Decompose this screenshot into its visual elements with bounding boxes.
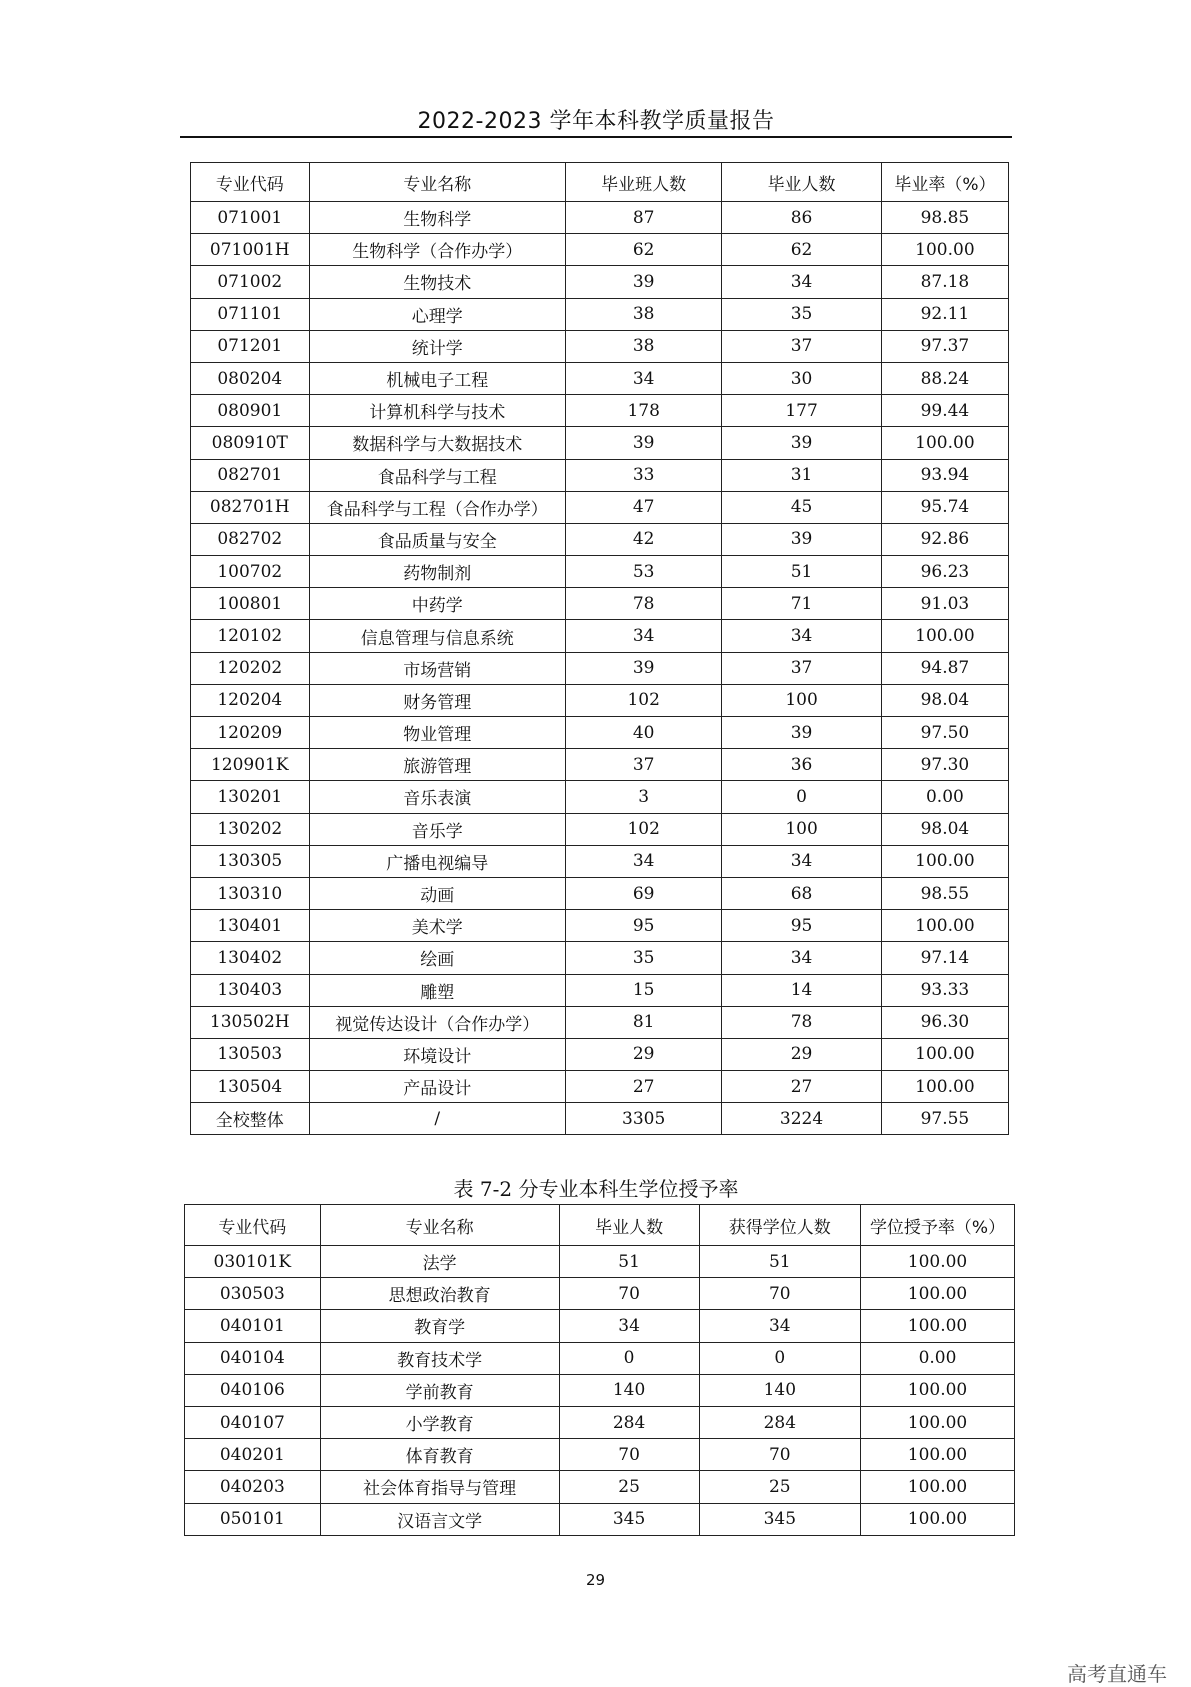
table-cell: 70 <box>559 1439 699 1471</box>
table-cell: 音乐表演 <box>309 781 566 813</box>
table-cell: 102 <box>566 684 722 716</box>
table-row <box>191 910 1009 942</box>
table-cell: 130401 <box>191 910 310 942</box>
table-cell: 130202 <box>191 813 310 845</box>
table-cell: 3 <box>566 781 722 813</box>
table-cell: 信息管理与信息系统 <box>309 620 566 652</box>
table-cell: 36 <box>722 749 882 781</box>
table-cell: 39 <box>722 717 882 749</box>
table-cell: 思想政治教育 <box>320 1278 559 1310</box>
table-cell: 96.30 <box>881 1006 1008 1038</box>
table-cell: 93.33 <box>881 974 1008 1006</box>
table-cell: 51 <box>699 1246 860 1278</box>
table-cell: 34 <box>699 1310 860 1342</box>
table-cell: 87 <box>566 202 722 234</box>
table-row <box>191 1038 1009 1070</box>
table-cell: 统计学 <box>309 330 566 362</box>
table-cell: 100.00 <box>881 910 1008 942</box>
table-cell: 39 <box>566 652 722 684</box>
table-cell: 030503 <box>185 1278 321 1310</box>
table-cell: 97.50 <box>881 717 1008 749</box>
table-cell: 62 <box>566 234 722 266</box>
table-cell: 42 <box>566 523 722 555</box>
table-cell: 100.00 <box>861 1310 1015 1342</box>
table-row <box>191 974 1009 1006</box>
table-cell: 69 <box>566 877 722 909</box>
watermark-text: 高考直通车 <box>1067 1662 1167 1686</box>
table-cell: 120102 <box>191 620 310 652</box>
table-cell: 教育学 <box>320 1310 559 1342</box>
table-row <box>185 1503 1015 1535</box>
table-cell: 34 <box>722 942 882 974</box>
table-cell: 100.00 <box>861 1503 1015 1535</box>
table-cell: 学前教育 <box>320 1374 559 1406</box>
table-cell: 100.00 <box>861 1471 1015 1503</box>
table-cell: 120901K <box>191 749 310 781</box>
table-cell: 100 <box>722 813 882 845</box>
table-row <box>191 1071 1009 1103</box>
table-cell: 100.00 <box>861 1246 1015 1278</box>
table-row <box>185 1342 1015 1374</box>
table-cell: 98.85 <box>881 202 1008 234</box>
table-cell: 中药学 <box>309 588 566 620</box>
column-header: 毕业班人数 <box>566 163 722 202</box>
table-cell: 082701 <box>191 459 310 491</box>
column-header: 学位授予率（%） <box>861 1205 1015 1246</box>
table-row <box>191 942 1009 974</box>
table-cell: 45 <box>722 491 882 523</box>
table-cell: 15 <box>566 974 722 1006</box>
table-cell: 0 <box>559 1342 699 1374</box>
table-cell: 29 <box>722 1038 882 1070</box>
header-rule <box>180 136 1012 138</box>
table-cell: 100.00 <box>881 620 1008 652</box>
table-cell: 广播电视编导 <box>309 845 566 877</box>
table-row <box>185 1278 1015 1310</box>
column-header: 毕业率（%） <box>881 163 1008 202</box>
table-cell: 38 <box>566 298 722 330</box>
table-cell: 0.00 <box>861 1342 1015 1374</box>
table-cell: 27 <box>722 1071 882 1103</box>
table-cell: 140 <box>559 1374 699 1406</box>
table-cell: 130310 <box>191 877 310 909</box>
table-row <box>191 1006 1009 1038</box>
column-header: 专业名称 <box>309 163 566 202</box>
table-cell: 130403 <box>191 974 310 1006</box>
table-cell: 37 <box>722 652 882 684</box>
table-cell: 080910T <box>191 427 310 459</box>
table-row <box>191 459 1009 491</box>
table-cell: 96.23 <box>881 556 1008 588</box>
table-cell: / <box>309 1103 566 1135</box>
table-cell: 100.00 <box>881 1038 1008 1070</box>
table-cell: 0 <box>722 781 882 813</box>
table-cell: 040107 <box>185 1406 321 1438</box>
table-row <box>185 1374 1015 1406</box>
table-cell: 生物科学（合作办学） <box>309 234 566 266</box>
table-row <box>185 1246 1015 1278</box>
table-cell: 345 <box>699 1503 860 1535</box>
table-row <box>191 556 1009 588</box>
table-row <box>191 523 1009 555</box>
table-cell: 030101K <box>185 1246 321 1278</box>
table-cell: 34 <box>566 620 722 652</box>
table-cell: 51 <box>559 1246 699 1278</box>
table-cell: 120202 <box>191 652 310 684</box>
table-cell: 345 <box>559 1503 699 1535</box>
table-cell: 88.24 <box>881 362 1008 394</box>
table-row <box>185 1471 1015 1503</box>
table-cell: 071001 <box>191 202 310 234</box>
table-cell: 050101 <box>185 1503 321 1535</box>
table-cell: 94.87 <box>881 652 1008 684</box>
table-cell: 98.04 <box>881 684 1008 716</box>
page-number: 29 <box>585 1571 606 1589</box>
column-header: 毕业人数 <box>722 163 882 202</box>
table-cell: 100.00 <box>861 1439 1015 1471</box>
table-row <box>191 234 1009 266</box>
table-cell: 37 <box>566 749 722 781</box>
table-cell: 97.37 <box>881 330 1008 362</box>
table-row <box>191 427 1009 459</box>
table-cell: 040201 <box>185 1439 321 1471</box>
table-cell: 0 <box>699 1342 860 1374</box>
table-cell: 小学教育 <box>320 1406 559 1438</box>
table-cell: 92.11 <box>881 298 1008 330</box>
table-cell: 071201 <box>191 330 310 362</box>
table-cell: 计算机科学与技术 <box>309 395 566 427</box>
table-cell: 95 <box>722 910 882 942</box>
table-cell: 53 <box>566 556 722 588</box>
table-cell: 100.00 <box>881 845 1008 877</box>
table-cell: 130305 <box>191 845 310 877</box>
table-cell: 91.03 <box>881 588 1008 620</box>
table-row <box>191 266 1009 298</box>
table-cell: 100 <box>722 684 882 716</box>
column-header: 专业名称 <box>320 1205 559 1246</box>
table-cell: 数据科学与大数据技术 <box>309 427 566 459</box>
table-cell: 39 <box>722 427 882 459</box>
table-cell: 食品科学与工程（合作办学） <box>309 491 566 523</box>
table-row <box>191 298 1009 330</box>
table-cell: 178 <box>566 395 722 427</box>
table-cell: 环境设计 <box>309 1038 566 1070</box>
table-cell: 34 <box>722 620 882 652</box>
table-cell: 284 <box>559 1406 699 1438</box>
table-header-row <box>185 1205 1015 1246</box>
table-cell: 70 <box>699 1439 860 1471</box>
table-cell: 汉语言文学 <box>320 1503 559 1535</box>
column-header: 专业代码 <box>191 163 310 202</box>
table-cell: 68 <box>722 877 882 909</box>
table-cell: 080901 <box>191 395 310 427</box>
graduation-rate-table <box>190 162 1009 1135</box>
table-cell: 视觉传达设计（合作办学） <box>309 1006 566 1038</box>
table-cell: 99.44 <box>881 395 1008 427</box>
table-row <box>191 202 1009 234</box>
table-cell: 14 <box>722 974 882 1006</box>
table-row <box>191 749 1009 781</box>
table-cell: 生物科学 <box>309 202 566 234</box>
table-cell: 音乐学 <box>309 813 566 845</box>
table-cell: 082701H <box>191 491 310 523</box>
table-row <box>191 845 1009 877</box>
table-cell: 040101 <box>185 1310 321 1342</box>
table-row <box>185 1310 1015 1342</box>
table-cell: 3224 <box>722 1103 882 1135</box>
graduation-rate-table-body <box>191 202 1009 1135</box>
table-cell: 70 <box>559 1278 699 1310</box>
table-cell: 100.00 <box>881 427 1008 459</box>
table-cell: 31 <box>722 459 882 491</box>
table-row <box>191 781 1009 813</box>
table-row <box>185 1439 1015 1471</box>
table-cell: 78 <box>722 1006 882 1038</box>
table-cell: 34 <box>566 362 722 394</box>
table-cell: 130502H <box>191 1006 310 1038</box>
table-cell: 040106 <box>185 1374 321 1406</box>
table-cell: 100.00 <box>861 1278 1015 1310</box>
table-cell: 34 <box>559 1310 699 1342</box>
degree-rate-table <box>184 1204 1015 1536</box>
table-cell: 33 <box>566 459 722 491</box>
table-cell: 3305 <box>566 1103 722 1135</box>
table-cell: 130504 <box>191 1071 310 1103</box>
table-cell: 130503 <box>191 1038 310 1070</box>
table-row <box>191 1103 1009 1135</box>
table-cell: 体育教育 <box>320 1439 559 1471</box>
table-row <box>191 491 1009 523</box>
table-cell: 25 <box>559 1471 699 1503</box>
table-cell: 25 <box>699 1471 860 1503</box>
table-cell: 95 <box>566 910 722 942</box>
table-row <box>191 684 1009 716</box>
table-cell: 120209 <box>191 717 310 749</box>
table-cell: 040203 <box>185 1471 321 1503</box>
column-header: 毕业人数 <box>559 1205 699 1246</box>
table-row <box>191 652 1009 684</box>
table-cell: 财务管理 <box>309 684 566 716</box>
table-cell: 0.00 <box>881 781 1008 813</box>
table-cell: 87.18 <box>881 266 1008 298</box>
table-cell: 34 <box>722 845 882 877</box>
table-row <box>191 717 1009 749</box>
table-cell: 心理学 <box>309 298 566 330</box>
table-row <box>191 330 1009 362</box>
table-cell: 机械电子工程 <box>309 362 566 394</box>
table-cell: 78 <box>566 588 722 620</box>
table-cell: 93.94 <box>881 459 1008 491</box>
table-row <box>191 620 1009 652</box>
table-cell: 92.86 <box>881 523 1008 555</box>
table-caption: 表 7-2 分专业本科生学位授予率 <box>453 1177 739 1201</box>
table-cell: 药物制剂 <box>309 556 566 588</box>
table-cell: 071101 <box>191 298 310 330</box>
table-cell: 70 <box>699 1278 860 1310</box>
table-cell: 物业管理 <box>309 717 566 749</box>
table-cell: 86 <box>722 202 882 234</box>
degree-rate-table-body <box>185 1246 1015 1536</box>
table-cell: 130402 <box>191 942 310 974</box>
table-cell: 35 <box>722 298 882 330</box>
table-cell: 34 <box>722 266 882 298</box>
table-row <box>191 362 1009 394</box>
table-row <box>185 1406 1015 1438</box>
table-cell: 100.00 <box>881 234 1008 266</box>
table-cell: 旅游管理 <box>309 749 566 781</box>
table-cell: 47 <box>566 491 722 523</box>
table-cell: 71 <box>722 588 882 620</box>
table-cell: 美术学 <box>309 910 566 942</box>
table-cell: 市场营销 <box>309 652 566 684</box>
report-header-title: 2022-2023 学年本科教学质量报告 <box>417 109 775 134</box>
table-cell: 140 <box>699 1374 860 1406</box>
table-row <box>191 813 1009 845</box>
table-cell: 284 <box>699 1406 860 1438</box>
table-cell: 62 <box>722 234 882 266</box>
table-cell: 35 <box>566 942 722 974</box>
table-cell: 120204 <box>191 684 310 716</box>
table-cell: 动画 <box>309 877 566 909</box>
table-cell: 社会体育指导与管理 <box>320 1471 559 1503</box>
table-cell: 51 <box>722 556 882 588</box>
table-cell: 雕塑 <box>309 974 566 1006</box>
table-cell: 100801 <box>191 588 310 620</box>
table-cell: 100702 <box>191 556 310 588</box>
table-cell: 81 <box>566 1006 722 1038</box>
table-cell: 37 <box>722 330 882 362</box>
table-header-row <box>191 163 1009 202</box>
table-row <box>191 877 1009 909</box>
table-cell: 080204 <box>191 362 310 394</box>
table-cell: 40 <box>566 717 722 749</box>
table-cell: 生物技术 <box>309 266 566 298</box>
table-row <box>191 395 1009 427</box>
table-cell: 27 <box>566 1071 722 1103</box>
table-cell: 全校整体 <box>191 1103 310 1135</box>
table-cell: 34 <box>566 845 722 877</box>
table-cell: 98.55 <box>881 877 1008 909</box>
table-cell: 食品科学与工程 <box>309 459 566 491</box>
table-cell: 102 <box>566 813 722 845</box>
table-cell: 39 <box>566 266 722 298</box>
table-cell: 100.00 <box>861 1374 1015 1406</box>
table-cell: 97.55 <box>881 1103 1008 1135</box>
table-cell: 97.14 <box>881 942 1008 974</box>
table-cell: 绘画 <box>309 942 566 974</box>
table-cell: 071001H <box>191 234 310 266</box>
table-cell: 29 <box>566 1038 722 1070</box>
table-cell: 教育技术学 <box>320 1342 559 1374</box>
table-cell: 130201 <box>191 781 310 813</box>
table-cell: 产品设计 <box>309 1071 566 1103</box>
table-cell: 38 <box>566 330 722 362</box>
table-cell: 39 <box>722 523 882 555</box>
table-cell: 177 <box>722 395 882 427</box>
table-cell: 071002 <box>191 266 310 298</box>
column-header: 获得学位人数 <box>699 1205 860 1246</box>
table-cell: 法学 <box>320 1246 559 1278</box>
table-cell: 100.00 <box>861 1406 1015 1438</box>
table-cell: 95.74 <box>881 491 1008 523</box>
table-cell: 30 <box>722 362 882 394</box>
table-cell: 082702 <box>191 523 310 555</box>
column-header: 专业代码 <box>185 1205 321 1246</box>
table-cell: 100.00 <box>881 1071 1008 1103</box>
table-row <box>191 588 1009 620</box>
table-cell: 97.30 <box>881 749 1008 781</box>
table-cell: 98.04 <box>881 813 1008 845</box>
table-cell: 040104 <box>185 1342 321 1374</box>
table-cell: 食品质量与安全 <box>309 523 566 555</box>
table-cell: 39 <box>566 427 722 459</box>
